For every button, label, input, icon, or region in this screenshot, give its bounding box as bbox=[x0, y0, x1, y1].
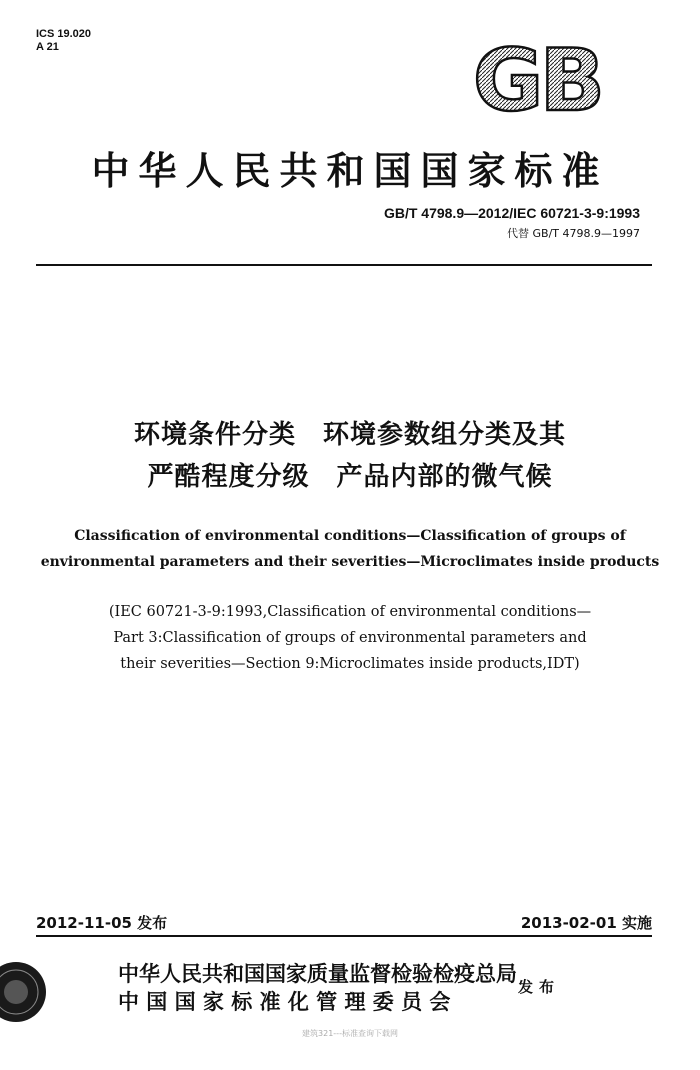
issuer-line-2: 中 国 国 家 标 准 化 管 理 委 员 会 bbox=[118, 990, 451, 1014]
category-code: A 21 bbox=[36, 41, 59, 53]
gb-logo bbox=[462, 38, 612, 118]
replaces-note: 代替 GB/T 4798.9—1997 bbox=[507, 227, 640, 240]
divider-bottom bbox=[36, 935, 652, 937]
national-standard-title: 中华人民共和国国家标准 bbox=[91, 149, 609, 193]
classification-codes bbox=[36, 28, 91, 54]
idt-reference-line-2: Part 3:Classification of groups of environmental parameters and bbox=[113, 630, 587, 646]
issue-date: 2012-11-05 发布 bbox=[36, 914, 168, 932]
implementation-date: 2013-02-01 实施 bbox=[520, 914, 652, 932]
ics-code: ICS 19.020 bbox=[36, 28, 92, 40]
chinese-title-line-1: 环境条件分类 环境参数组分类及其 bbox=[133, 420, 566, 450]
footer-watermark: 建筑321---标准查询下载网 bbox=[302, 1029, 398, 1038]
divider-top bbox=[36, 264, 652, 266]
chinese-title-line-2: 严酷程度分级 产品内部的微气候 bbox=[147, 462, 553, 492]
english-title-line-2: environmental parameters and their severities—Microclimates inside products bbox=[40, 554, 660, 570]
seal-icon bbox=[0, 960, 48, 1024]
idt-reference-line-3: their severities—Section 9:Microclimates inside products,IDT) bbox=[120, 656, 580, 672]
english-title-line-1: Classification of environmental conditions—Classification of groups of bbox=[74, 528, 626, 544]
idt-reference-line-1: (IEC 60721-3-9:1993,Classification of environmental conditions— bbox=[108, 604, 592, 620]
issuer-line-1: 中华人民共和国国家质量监督检验检疫总局 bbox=[118, 962, 517, 986]
issue-label: 发布 bbox=[518, 978, 561, 996]
standard-number: GB/T 4798.9—2012/IEC 60721-3-9:1993 bbox=[383, 205, 640, 221]
svg-text:GB: GB bbox=[472, 38, 602, 118]
